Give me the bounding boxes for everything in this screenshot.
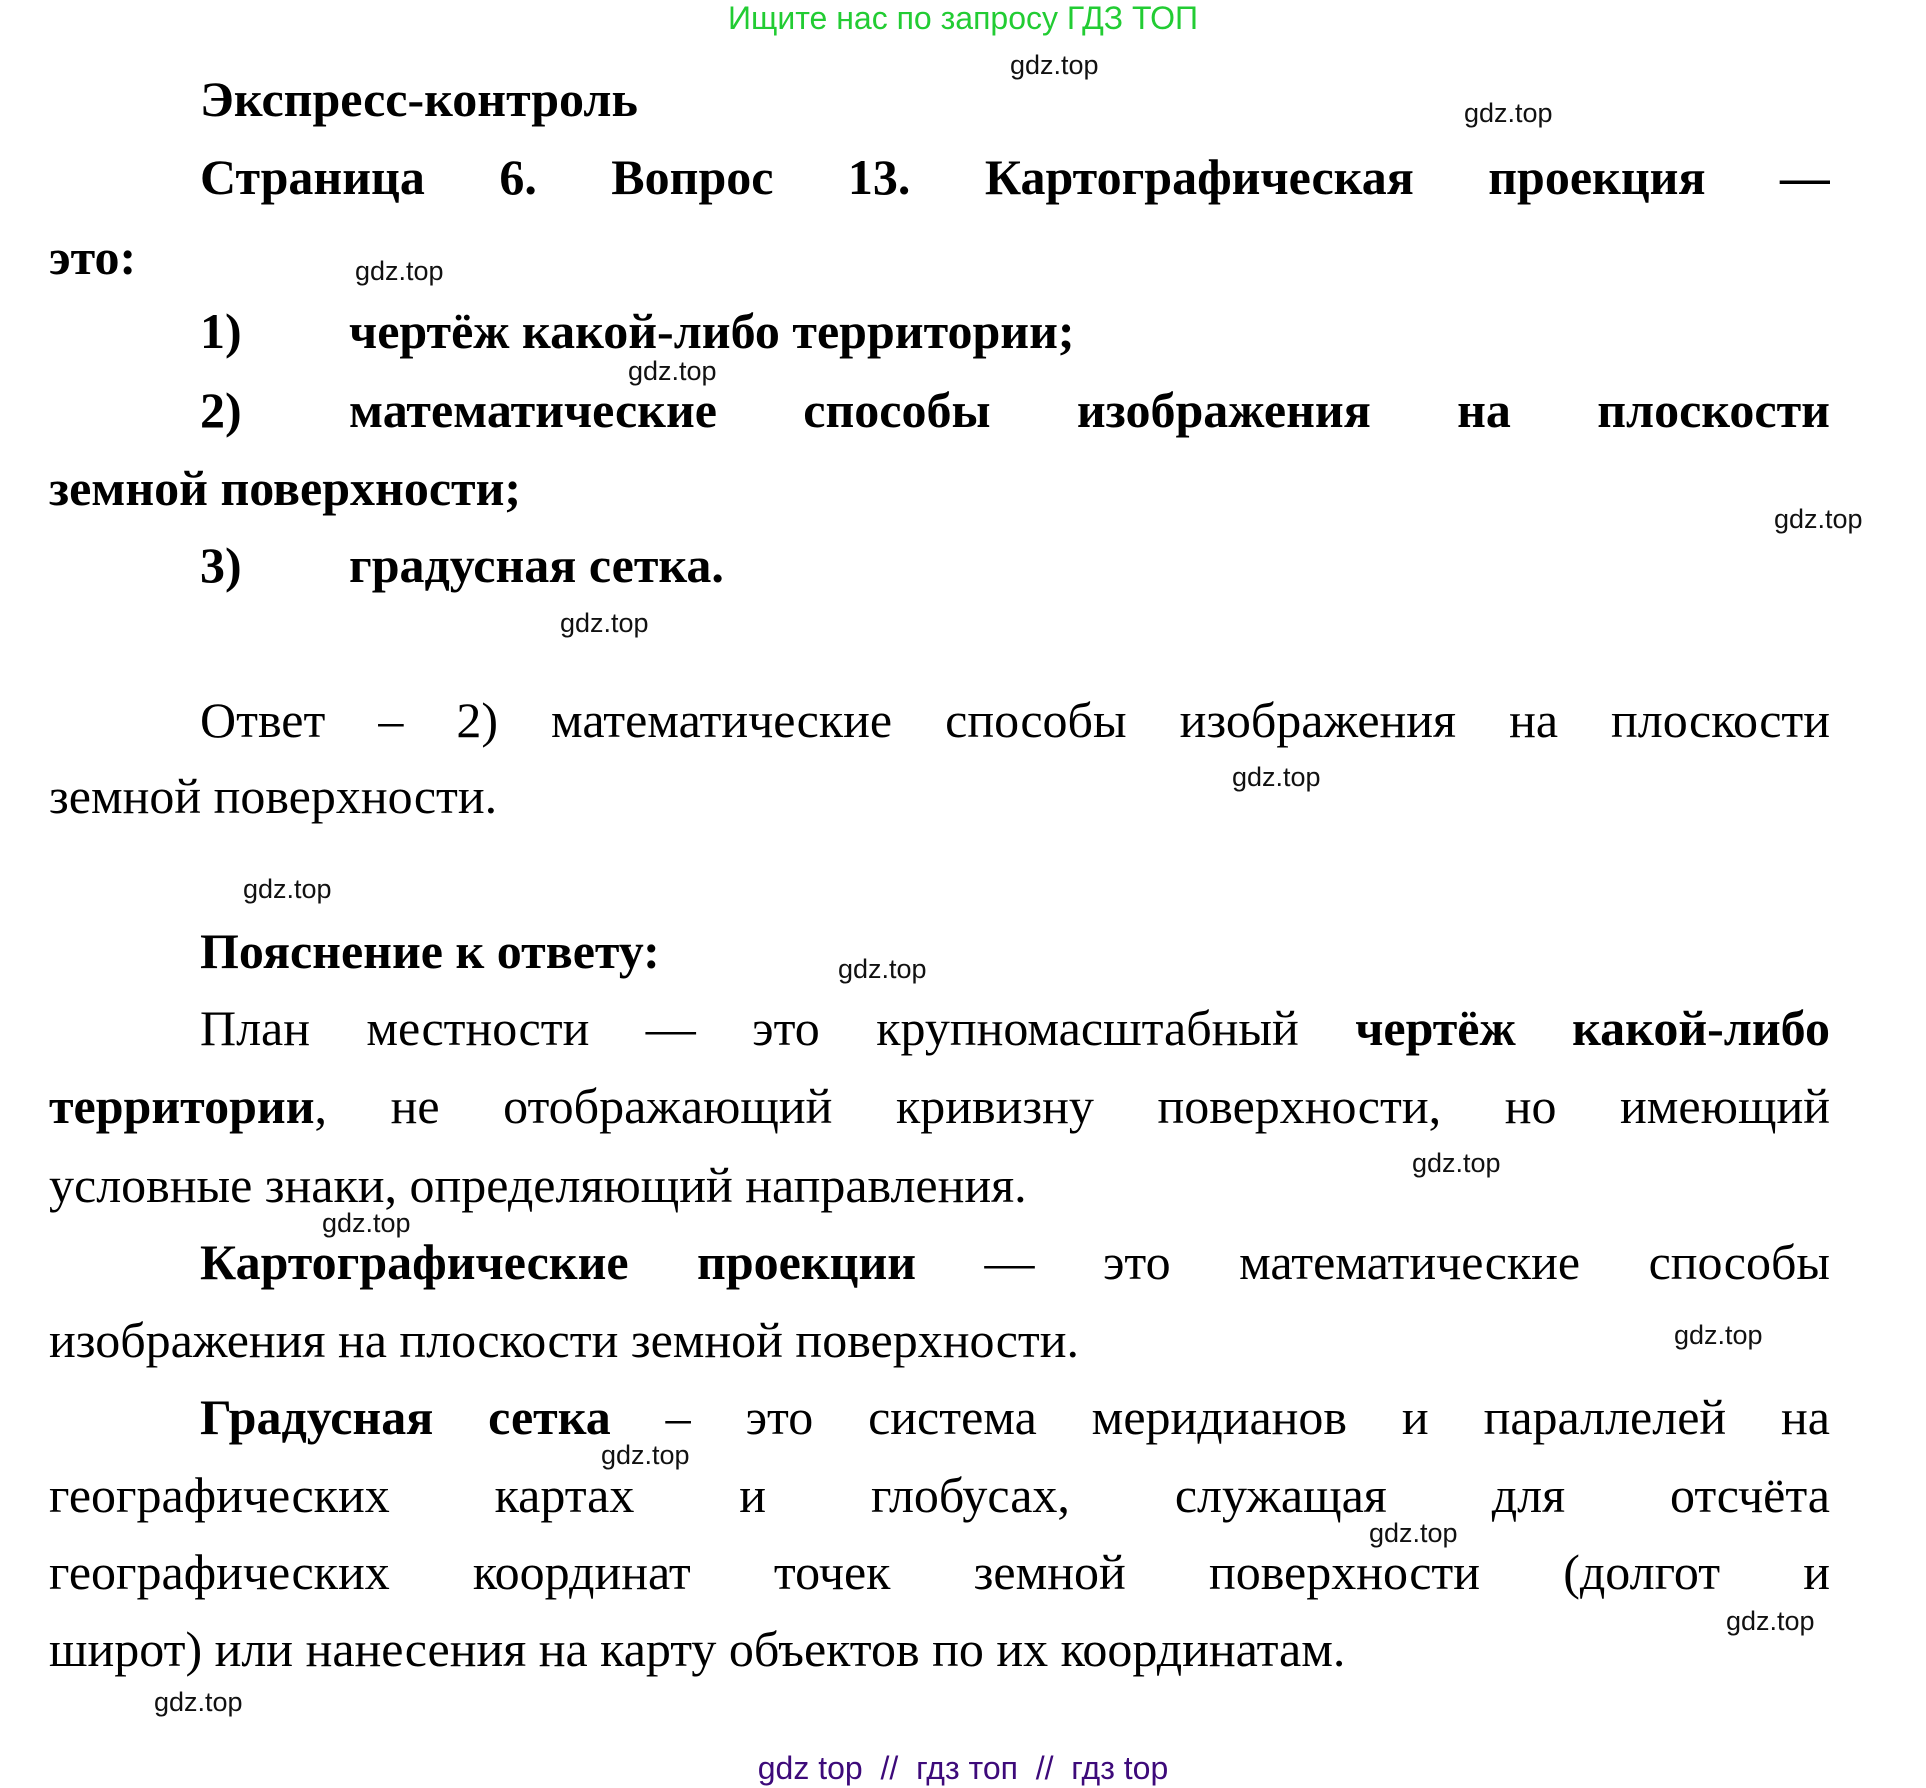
option-text: математические способы изображения на плоскости	[349, 382, 1830, 438]
watermark: gdz.top	[1369, 1518, 1458, 1548]
explanation-p2-line1	[200, 1232, 1830, 1292]
watermark: gdz.top	[1010, 50, 1099, 80]
term: территории	[49, 1078, 315, 1134]
explanation-p3-line1	[200, 1387, 1830, 1447]
option-number: 2)	[200, 382, 242, 438]
explanation-p3-line3: географических координат точек земной поверхности (долгот и	[49, 1544, 1830, 1600]
watermark: gdz.top	[628, 356, 717, 386]
watermark: gdz.top	[1674, 1320, 1763, 1350]
explanation-p2-line2: изображения на плоскости земной поверхности.	[49, 1312, 1080, 1368]
answer-line-2: земной поверхности.	[49, 768, 498, 824]
question-text: Картографическая проекция —	[984, 149, 1830, 205]
watermark: gdz.top	[838, 954, 927, 984]
option-text: чертёж какой-либо территории;	[349, 303, 1075, 359]
option-2	[200, 380, 1830, 440]
option-number: 3)	[200, 537, 242, 593]
watermark: gdz.top	[1774, 504, 1863, 534]
term: Картографические проекции	[200, 1234, 917, 1290]
watermark: gdz.top	[1726, 1606, 1815, 1636]
section-title: Экспресс-контроль	[200, 71, 638, 127]
watermark: gdz.top	[355, 256, 444, 286]
watermark: gdz.top	[601, 1440, 690, 1470]
option-number: 1)	[200, 303, 242, 359]
explanation-title: Пояснение к ответу:	[200, 923, 660, 979]
option-1	[200, 301, 1830, 361]
watermark: gdz.top	[560, 608, 649, 638]
text: , не отображающий кривизну поверхности, но имеющий	[314, 1078, 1830, 1134]
explanation-p3-line4: широт) или нанесения на карту объектов по их координатам.	[49, 1621, 1346, 1677]
question-text-cont: это:	[49, 229, 137, 285]
explanation-p1-line3: условные знаки, определяющий направления.	[49, 1157, 1027, 1213]
term: чертёж какой-либо	[1355, 1000, 1830, 1056]
watermark: gdz.top	[1464, 98, 1553, 128]
answer-line-1: Ответ – 2) математические способы изображения на плоскости	[200, 692, 1830, 748]
question-ref: Страница 6. Вопрос 13.	[200, 149, 911, 205]
text: План местности — это крупномасштабный	[200, 1000, 1356, 1056]
watermark: gdz.top	[243, 874, 332, 904]
text: — это математические способы	[916, 1234, 1830, 1290]
watermark: gdz.top	[154, 1687, 243, 1717]
footer-banner: gdz top // гдз топ // гдз top	[757, 1750, 1169, 1786]
term: Градусная сетка	[200, 1389, 611, 1445]
watermark: gdz.top	[1412, 1148, 1501, 1178]
text: – это система меридианов и параллелей на	[610, 1389, 1830, 1445]
explanation-p1-line2	[49, 1076, 1830, 1136]
option-2-cont: земной поверхности;	[49, 460, 522, 516]
explanation-p3-line2: географических картах и глобусах, служащая для отсчёта	[49, 1467, 1830, 1523]
header-banner: Ищите нас по запросу ГДЗ ТОП	[728, 0, 1198, 36]
option-text: градусная сетка.	[349, 537, 724, 593]
option-3	[200, 535, 1830, 595]
watermark: gdz.top	[322, 1208, 411, 1238]
question-line	[200, 147, 1830, 207]
explanation-p1-line1	[200, 998, 1830, 1058]
watermark: gdz.top	[1232, 762, 1321, 792]
